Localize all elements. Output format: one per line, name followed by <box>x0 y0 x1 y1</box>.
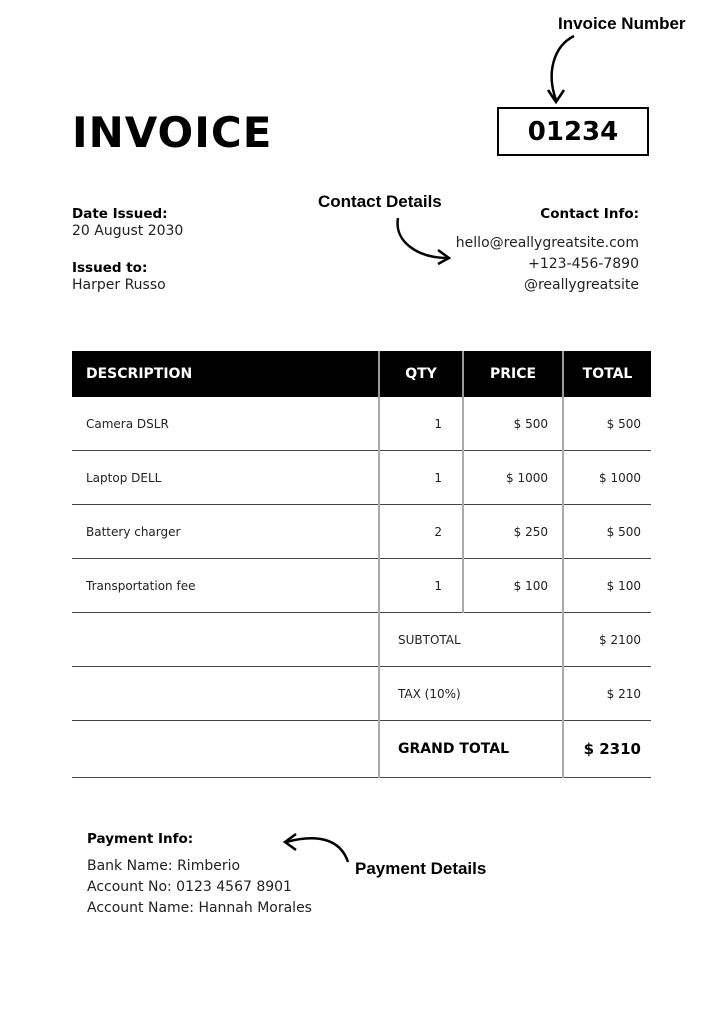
grand-total-label: GRAND TOTAL <box>379 721 563 778</box>
subtotal-label: SUBTOTAL <box>379 613 563 667</box>
subtotal-row <box>72 613 651 667</box>
account-name: Account Name: Hannah Morales <box>87 900 312 916</box>
item-total: $ 500 <box>563 505 651 559</box>
contact-phone: +123-456-7890 <box>528 256 639 272</box>
grand-total-row <box>72 721 651 778</box>
subtotal-value: $ 2100 <box>563 613 651 667</box>
bank-name: Bank Name: Rimberio <box>87 858 241 874</box>
table-row <box>72 451 651 505</box>
item-price: $ 500 <box>463 397 563 451</box>
invoice-number: 01234 <box>497 107 649 156</box>
page-title: INVOICE <box>72 108 273 157</box>
date-issued-label: Date Issued: <box>72 206 168 222</box>
invoice-number-annotation: Invoice Number <box>558 14 686 33</box>
item-qty: 1 <box>379 397 463 451</box>
account-number: Account No: 0123 4567 8901 <box>87 879 292 895</box>
table-row <box>72 397 651 451</box>
payment-info <box>87 829 312 919</box>
arrow-right-icon <box>392 214 454 266</box>
item-total: $ 1000 <box>563 451 651 505</box>
issued-to-label: Issued to: <box>72 260 148 276</box>
item-description: Laptop DELL <box>72 451 379 505</box>
item-description: Battery charger <box>72 505 379 559</box>
table-row <box>72 505 651 559</box>
contact-handle: @reallygreatsite <box>523 277 639 293</box>
contact-email: hello@reallygreatsite.com <box>455 235 639 251</box>
contact-details-annotation: Contact Details <box>318 192 442 211</box>
item-price: $ 100 <box>463 559 563 613</box>
table-header <box>72 351 651 397</box>
payment-details-annotation: Payment Details <box>355 859 487 878</box>
item-price: $ 250 <box>463 505 563 559</box>
item-qty: 1 <box>379 451 463 505</box>
item-description: Transportation fee <box>72 559 379 613</box>
tax-row <box>72 667 651 721</box>
item-description: Camera DSLR <box>72 397 379 451</box>
tax-value: $ 210 <box>563 667 651 721</box>
item-qty: 2 <box>379 505 463 559</box>
arrow-left-icon <box>280 828 354 868</box>
item-qty: 1 <box>379 559 463 613</box>
header-description: DESCRIPTION <box>72 351 379 397</box>
header-total: TOTAL <box>563 351 651 397</box>
date-issued-value: 20 August 2030 <box>72 223 184 239</box>
item-price: $ 1000 <box>463 451 563 505</box>
invoice-table <box>72 351 651 778</box>
arrow-down-icon <box>540 32 580 107</box>
tax-label: TAX (10%) <box>379 667 563 721</box>
grand-total-value: $ 2310 <box>563 721 651 778</box>
item-total: $ 100 <box>563 559 651 613</box>
header-price: PRICE <box>463 351 563 397</box>
payment-info-label: Payment Info: <box>87 831 194 847</box>
table-row <box>72 559 651 613</box>
item-total: $ 500 <box>563 397 651 451</box>
contact-info-label: Contact Info: <box>540 206 639 222</box>
header-qty: QTY <box>379 351 463 397</box>
issued-to-value: Harper Russo <box>72 277 166 293</box>
